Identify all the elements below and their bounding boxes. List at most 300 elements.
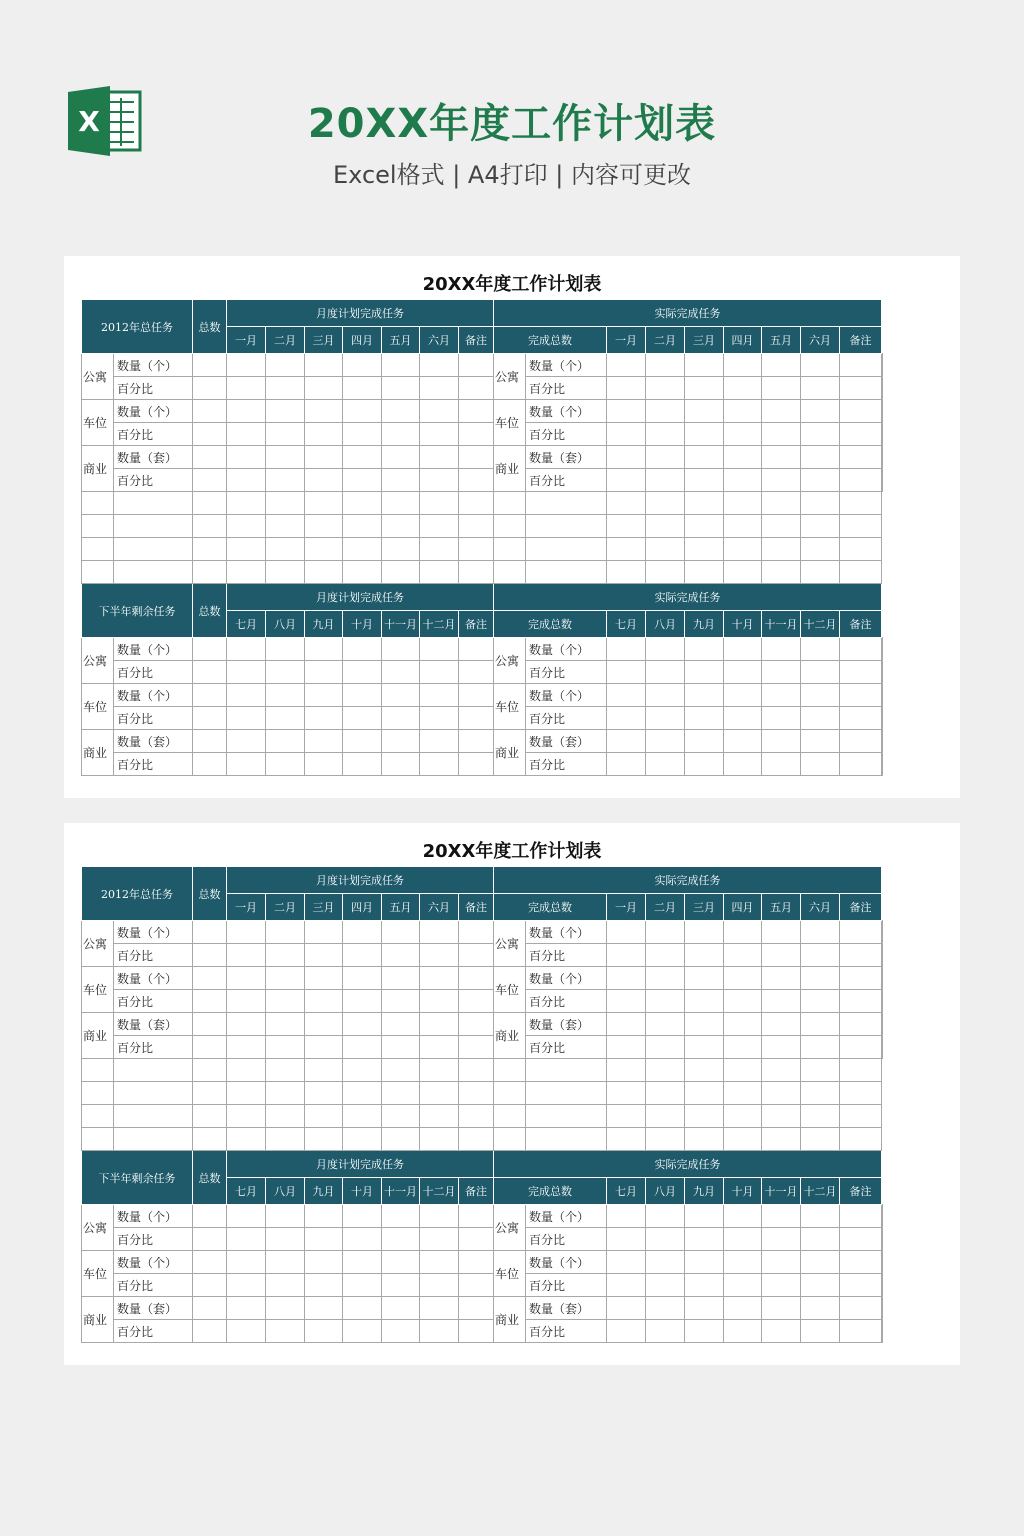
input-cell[interactable] <box>193 1251 227 1274</box>
input-cell[interactable] <box>193 730 227 753</box>
input-cell[interactable] <box>840 446 882 469</box>
input-cell[interactable] <box>266 423 305 446</box>
input-cell[interactable] <box>227 515 266 538</box>
input-cell[interactable] <box>420 1205 459 1228</box>
input-cell[interactable] <box>305 1013 343 1036</box>
input-cell[interactable] <box>227 561 266 584</box>
input-cell[interactable] <box>685 1013 724 1036</box>
input-cell[interactable] <box>840 538 882 561</box>
input-cell[interactable] <box>420 753 459 776</box>
input-cell[interactable] <box>801 1297 840 1320</box>
input-cell[interactable] <box>607 1297 646 1320</box>
input-cell[interactable] <box>685 561 724 584</box>
input-cell[interactable] <box>227 423 266 446</box>
input-cell[interactable] <box>459 753 494 776</box>
input-cell[interactable] <box>840 1228 882 1251</box>
input-cell[interactable] <box>685 921 724 944</box>
input-cell[interactable] <box>801 967 840 990</box>
input-cell[interactable] <box>801 1013 840 1036</box>
input-cell[interactable] <box>762 446 801 469</box>
input-cell[interactable] <box>882 638 883 661</box>
input-cell[interactable] <box>266 730 305 753</box>
input-cell[interactable] <box>646 515 685 538</box>
input-cell[interactable] <box>227 1128 266 1151</box>
input-cell[interactable] <box>685 1128 724 1151</box>
input-cell[interactable] <box>762 1205 801 1228</box>
input-cell[interactable] <box>685 1059 724 1082</box>
input-cell[interactable] <box>382 1082 420 1105</box>
input-cell[interactable] <box>343 1059 382 1082</box>
input-cell[interactable] <box>607 561 646 584</box>
input-cell[interactable] <box>762 561 801 584</box>
input-cell[interactable] <box>685 730 724 753</box>
input-cell[interactable] <box>607 492 646 515</box>
input-cell[interactable] <box>724 661 762 684</box>
input-cell[interactable] <box>762 730 801 753</box>
input-cell[interactable] <box>607 1036 646 1059</box>
input-cell[interactable] <box>459 1059 494 1082</box>
input-cell[interactable] <box>840 661 882 684</box>
input-cell[interactable] <box>459 1082 494 1105</box>
input-cell[interactable] <box>420 1036 459 1059</box>
input-cell[interactable] <box>762 1228 801 1251</box>
input-cell[interactable] <box>343 354 382 377</box>
input-cell[interactable] <box>882 1205 883 1228</box>
input-cell[interactable] <box>266 944 305 967</box>
input-cell[interactable] <box>193 377 227 400</box>
input-cell[interactable] <box>266 684 305 707</box>
input-cell[interactable] <box>382 423 420 446</box>
input-cell[interactable] <box>840 1059 882 1082</box>
input-cell[interactable] <box>305 538 343 561</box>
input-cell[interactable] <box>343 753 382 776</box>
input-cell[interactable] <box>305 354 343 377</box>
input-cell[interactable] <box>227 377 266 400</box>
input-cell[interactable] <box>382 1036 420 1059</box>
input-cell[interactable] <box>227 469 266 492</box>
input-cell[interactable] <box>724 515 762 538</box>
input-cell[interactable] <box>840 492 882 515</box>
input-cell[interactable] <box>382 661 420 684</box>
input-cell[interactable] <box>343 515 382 538</box>
input-cell[interactable] <box>724 1228 762 1251</box>
input-cell[interactable] <box>343 1274 382 1297</box>
input-cell[interactable] <box>724 538 762 561</box>
input-cell[interactable] <box>343 1128 382 1151</box>
input-cell[interactable] <box>494 538 526 561</box>
input-cell[interactable] <box>646 1013 685 1036</box>
input-cell[interactable] <box>494 1082 526 1105</box>
input-cell[interactable] <box>193 1228 227 1251</box>
input-cell[interactable] <box>801 730 840 753</box>
input-cell[interactable] <box>305 638 343 661</box>
input-cell[interactable] <box>724 1082 762 1105</box>
input-cell[interactable] <box>305 1105 343 1128</box>
input-cell[interactable] <box>607 446 646 469</box>
input-cell[interactable] <box>646 661 685 684</box>
input-cell[interactable] <box>840 921 882 944</box>
input-cell[interactable] <box>607 423 646 446</box>
input-cell[interactable] <box>305 967 343 990</box>
input-cell[interactable] <box>882 1297 883 1320</box>
input-cell[interactable] <box>193 515 227 538</box>
input-cell[interactable] <box>646 707 685 730</box>
input-cell[interactable] <box>724 1297 762 1320</box>
input-cell[interactable] <box>685 538 724 561</box>
input-cell[interactable] <box>607 707 646 730</box>
input-cell[interactable] <box>685 684 724 707</box>
input-cell[interactable] <box>227 730 266 753</box>
input-cell[interactable] <box>343 492 382 515</box>
input-cell[interactable] <box>193 661 227 684</box>
input-cell[interactable] <box>840 1205 882 1228</box>
input-cell[interactable] <box>646 1228 685 1251</box>
input-cell[interactable] <box>382 400 420 423</box>
input-cell[interactable] <box>343 990 382 1013</box>
input-cell[interactable] <box>305 492 343 515</box>
input-cell[interactable] <box>801 400 840 423</box>
input-cell[interactable] <box>420 967 459 990</box>
input-cell[interactable] <box>801 469 840 492</box>
input-cell[interactable] <box>305 1274 343 1297</box>
input-cell[interactable] <box>266 1274 305 1297</box>
input-cell[interactable] <box>724 1128 762 1151</box>
input-cell[interactable] <box>343 661 382 684</box>
input-cell[interactable] <box>193 400 227 423</box>
input-cell[interactable] <box>459 561 494 584</box>
input-cell[interactable] <box>382 354 420 377</box>
input-cell[interactable] <box>882 730 883 753</box>
input-cell[interactable] <box>266 921 305 944</box>
input-cell[interactable] <box>227 1036 266 1059</box>
input-cell[interactable] <box>382 469 420 492</box>
input-cell[interactable] <box>526 1105 607 1128</box>
input-cell[interactable] <box>227 1320 266 1343</box>
input-cell[interactable] <box>646 921 685 944</box>
input-cell[interactable] <box>685 1082 724 1105</box>
input-cell[interactable] <box>382 1128 420 1151</box>
input-cell[interactable] <box>343 730 382 753</box>
input-cell[interactable] <box>646 990 685 1013</box>
input-cell[interactable] <box>607 1205 646 1228</box>
input-cell[interactable] <box>762 921 801 944</box>
input-cell[interactable] <box>266 515 305 538</box>
input-cell[interactable] <box>607 967 646 990</box>
input-cell[interactable] <box>227 1013 266 1036</box>
input-cell[interactable] <box>343 561 382 584</box>
input-cell[interactable] <box>382 377 420 400</box>
input-cell[interactable] <box>420 1082 459 1105</box>
input-cell[interactable] <box>459 1105 494 1128</box>
input-cell[interactable] <box>801 707 840 730</box>
input-cell[interactable] <box>114 1082 193 1105</box>
input-cell[interactable] <box>882 1036 883 1059</box>
input-cell[interactable] <box>882 354 883 377</box>
input-cell[interactable] <box>685 707 724 730</box>
input-cell[interactable] <box>343 1105 382 1128</box>
input-cell[interactable] <box>801 684 840 707</box>
input-cell[interactable] <box>840 469 882 492</box>
input-cell[interactable] <box>382 1013 420 1036</box>
input-cell[interactable] <box>459 990 494 1013</box>
input-cell[interactable] <box>305 684 343 707</box>
input-cell[interactable] <box>459 515 494 538</box>
input-cell[interactable] <box>646 638 685 661</box>
input-cell[interactable] <box>305 753 343 776</box>
input-cell[interactable] <box>762 944 801 967</box>
input-cell[interactable] <box>685 1205 724 1228</box>
input-cell[interactable] <box>82 1059 114 1082</box>
input-cell[interactable] <box>646 538 685 561</box>
input-cell[interactable] <box>343 538 382 561</box>
input-cell[interactable] <box>724 730 762 753</box>
input-cell[interactable] <box>685 1105 724 1128</box>
input-cell[interactable] <box>266 1320 305 1343</box>
input-cell[interactable] <box>420 538 459 561</box>
input-cell[interactable] <box>193 1059 227 1082</box>
input-cell[interactable] <box>305 1128 343 1151</box>
input-cell[interactable] <box>305 561 343 584</box>
input-cell[interactable] <box>724 753 762 776</box>
input-cell[interactable] <box>382 967 420 990</box>
input-cell[interactable] <box>607 684 646 707</box>
input-cell[interactable] <box>882 1228 883 1251</box>
input-cell[interactable] <box>343 684 382 707</box>
input-cell[interactable] <box>266 446 305 469</box>
input-cell[interactable] <box>193 354 227 377</box>
input-cell[interactable] <box>762 1274 801 1297</box>
input-cell[interactable] <box>305 990 343 1013</box>
input-cell[interactable] <box>646 730 685 753</box>
input-cell[interactable] <box>193 469 227 492</box>
input-cell[interactable] <box>343 921 382 944</box>
input-cell[interactable] <box>685 638 724 661</box>
input-cell[interactable] <box>840 1320 882 1343</box>
input-cell[interactable] <box>114 538 193 561</box>
input-cell[interactable] <box>459 423 494 446</box>
input-cell[interactable] <box>305 1251 343 1274</box>
input-cell[interactable] <box>420 1274 459 1297</box>
input-cell[interactable] <box>607 469 646 492</box>
input-cell[interactable] <box>420 377 459 400</box>
input-cell[interactable] <box>724 1036 762 1059</box>
input-cell[interactable] <box>646 492 685 515</box>
input-cell[interactable] <box>193 944 227 967</box>
input-cell[interactable] <box>762 1297 801 1320</box>
input-cell[interactable] <box>607 661 646 684</box>
input-cell[interactable] <box>459 1205 494 1228</box>
input-cell[interactable] <box>343 400 382 423</box>
input-cell[interactable] <box>494 1128 526 1151</box>
input-cell[interactable] <box>193 1297 227 1320</box>
input-cell[interactable] <box>724 1205 762 1228</box>
input-cell[interactable] <box>420 1128 459 1151</box>
input-cell[interactable] <box>646 944 685 967</box>
input-cell[interactable] <box>82 1128 114 1151</box>
input-cell[interactable] <box>685 492 724 515</box>
input-cell[interactable] <box>882 1320 883 1343</box>
input-cell[interactable] <box>724 1013 762 1036</box>
input-cell[interactable] <box>459 1274 494 1297</box>
input-cell[interactable] <box>459 1228 494 1251</box>
input-cell[interactable] <box>266 753 305 776</box>
input-cell[interactable] <box>607 538 646 561</box>
input-cell[interactable] <box>882 1274 883 1297</box>
input-cell[interactable] <box>646 684 685 707</box>
input-cell[interactable] <box>193 1013 227 1036</box>
input-cell[interactable] <box>762 638 801 661</box>
input-cell[interactable] <box>607 1274 646 1297</box>
input-cell[interactable] <box>882 1013 883 1036</box>
input-cell[interactable] <box>801 1059 840 1082</box>
input-cell[interactable] <box>420 1013 459 1036</box>
input-cell[interactable] <box>193 990 227 1013</box>
input-cell[interactable] <box>646 423 685 446</box>
input-cell[interactable] <box>343 1320 382 1343</box>
input-cell[interactable] <box>882 1251 883 1274</box>
input-cell[interactable] <box>646 967 685 990</box>
input-cell[interactable] <box>305 469 343 492</box>
input-cell[interactable] <box>646 377 685 400</box>
input-cell[interactable] <box>266 561 305 584</box>
input-cell[interactable] <box>762 400 801 423</box>
input-cell[interactable] <box>227 990 266 1013</box>
input-cell[interactable] <box>420 492 459 515</box>
input-cell[interactable] <box>882 377 883 400</box>
input-cell[interactable] <box>685 446 724 469</box>
input-cell[interactable] <box>724 944 762 967</box>
input-cell[interactable] <box>801 1036 840 1059</box>
input-cell[interactable] <box>762 538 801 561</box>
input-cell[interactable] <box>266 707 305 730</box>
input-cell[interactable] <box>724 1274 762 1297</box>
input-cell[interactable] <box>459 446 494 469</box>
input-cell[interactable] <box>646 1105 685 1128</box>
input-cell[interactable] <box>646 1082 685 1105</box>
input-cell[interactable] <box>305 1036 343 1059</box>
input-cell[interactable] <box>227 1274 266 1297</box>
input-cell[interactable] <box>724 684 762 707</box>
input-cell[interactable] <box>801 921 840 944</box>
input-cell[interactable] <box>724 377 762 400</box>
input-cell[interactable] <box>882 400 883 423</box>
input-cell[interactable] <box>801 1128 840 1151</box>
input-cell[interactable] <box>420 638 459 661</box>
input-cell[interactable] <box>882 753 883 776</box>
input-cell[interactable] <box>114 1059 193 1082</box>
input-cell[interactable] <box>193 423 227 446</box>
input-cell[interactable] <box>459 538 494 561</box>
input-cell[interactable] <box>382 446 420 469</box>
input-cell[interactable] <box>382 684 420 707</box>
input-cell[interactable] <box>227 967 266 990</box>
input-cell[interactable] <box>685 400 724 423</box>
input-cell[interactable] <box>420 921 459 944</box>
input-cell[interactable] <box>266 967 305 990</box>
input-cell[interactable] <box>420 1297 459 1320</box>
input-cell[interactable] <box>82 561 114 584</box>
input-cell[interactable] <box>193 1128 227 1151</box>
input-cell[interactable] <box>801 446 840 469</box>
input-cell[interactable] <box>266 538 305 561</box>
input-cell[interactable] <box>685 1274 724 1297</box>
input-cell[interactable] <box>762 1059 801 1082</box>
input-cell[interactable] <box>801 538 840 561</box>
input-cell[interactable] <box>801 423 840 446</box>
input-cell[interactable] <box>193 1320 227 1343</box>
input-cell[interactable] <box>607 400 646 423</box>
input-cell[interactable] <box>840 1274 882 1297</box>
input-cell[interactable] <box>459 661 494 684</box>
input-cell[interactable] <box>607 515 646 538</box>
input-cell[interactable] <box>801 1205 840 1228</box>
input-cell[interactable] <box>882 469 883 492</box>
input-cell[interactable] <box>646 1251 685 1274</box>
input-cell[interactable] <box>193 1205 227 1228</box>
input-cell[interactable] <box>646 1297 685 1320</box>
input-cell[interactable] <box>607 1059 646 1082</box>
input-cell[interactable] <box>882 684 883 707</box>
input-cell[interactable] <box>305 1059 343 1082</box>
input-cell[interactable] <box>724 423 762 446</box>
input-cell[interactable] <box>724 1251 762 1274</box>
input-cell[interactable] <box>685 354 724 377</box>
input-cell[interactable] <box>420 730 459 753</box>
input-cell[interactable] <box>82 515 114 538</box>
input-cell[interactable] <box>420 661 459 684</box>
input-cell[interactable] <box>343 469 382 492</box>
input-cell[interactable] <box>227 1059 266 1082</box>
input-cell[interactable] <box>840 515 882 538</box>
input-cell[interactable] <box>266 1036 305 1059</box>
input-cell[interactable] <box>801 944 840 967</box>
input-cell[interactable] <box>193 967 227 990</box>
input-cell[interactable] <box>762 1251 801 1274</box>
input-cell[interactable] <box>459 1320 494 1343</box>
input-cell[interactable] <box>882 446 883 469</box>
input-cell[interactable] <box>343 423 382 446</box>
input-cell[interactable] <box>526 1082 607 1105</box>
input-cell[interactable] <box>724 967 762 990</box>
input-cell[interactable] <box>382 1274 420 1297</box>
input-cell[interactable] <box>266 400 305 423</box>
input-cell[interactable] <box>420 423 459 446</box>
input-cell[interactable] <box>494 561 526 584</box>
input-cell[interactable] <box>526 492 607 515</box>
input-cell[interactable] <box>801 1274 840 1297</box>
input-cell[interactable] <box>193 561 227 584</box>
input-cell[interactable] <box>646 1128 685 1151</box>
input-cell[interactable] <box>420 990 459 1013</box>
input-cell[interactable] <box>646 561 685 584</box>
input-cell[interactable] <box>724 492 762 515</box>
input-cell[interactable] <box>82 1105 114 1128</box>
input-cell[interactable] <box>82 492 114 515</box>
input-cell[interactable] <box>382 1105 420 1128</box>
input-cell[interactable] <box>266 1251 305 1274</box>
input-cell[interactable] <box>305 944 343 967</box>
input-cell[interactable] <box>882 990 883 1013</box>
input-cell[interactable] <box>494 1059 526 1082</box>
input-cell[interactable] <box>382 515 420 538</box>
input-cell[interactable] <box>762 469 801 492</box>
input-cell[interactable] <box>646 753 685 776</box>
input-cell[interactable] <box>685 990 724 1013</box>
input-cell[interactable] <box>420 469 459 492</box>
input-cell[interactable] <box>801 515 840 538</box>
input-cell[interactable] <box>762 1082 801 1105</box>
input-cell[interactable] <box>840 1013 882 1036</box>
